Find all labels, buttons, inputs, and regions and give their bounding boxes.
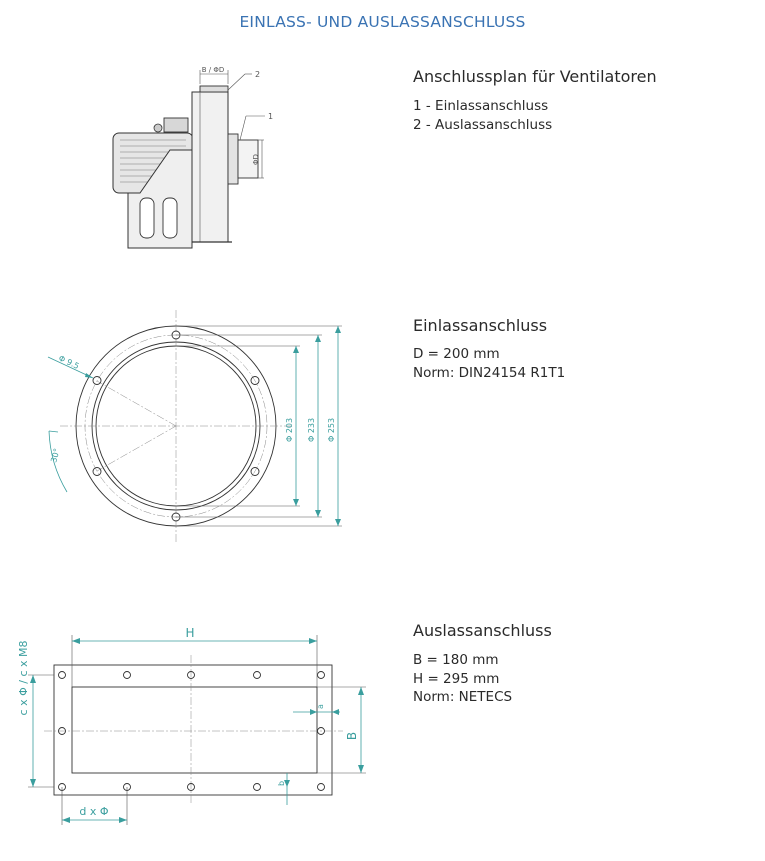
dimension-a-label: a [316, 704, 325, 709]
outlet-height: H = 295 mm [413, 671, 500, 687]
overview-item-2: 2 - Auslassanschluss [413, 117, 553, 133]
outlet-flange-opening [72, 687, 317, 773]
dimension-d203-label: Φ 203 [285, 417, 294, 442]
bolt-hole [254, 784, 261, 791]
overview-item-1: 1 - Einlassanschluss [413, 98, 549, 114]
bolt-hole [124, 672, 131, 679]
outlet-width: B = 180 mm [413, 652, 499, 668]
side-dimension-label: ΦD [252, 154, 260, 165]
bolt-hole [59, 672, 66, 679]
page-title: EINLASS- UND AUSLASSANSCHLUSS [239, 13, 526, 31]
angle-label: 30° [49, 447, 62, 464]
dimension-h-label: H [185, 626, 195, 640]
top-dimension-label: B / ΦD [201, 66, 225, 74]
bolt-hole [254, 672, 261, 679]
outlet-norm: Norm: NETECS [413, 689, 513, 705]
inlet-diameter: D = 200 mm [413, 346, 500, 362]
overview-heading: Anschlussplan für Ventilatoren [413, 67, 657, 86]
callout-2: 2 [255, 70, 261, 79]
dimension-b-label: B [345, 731, 359, 741]
dimension-bsmall-label: b [277, 780, 286, 786]
bolt-hole [318, 672, 325, 679]
dimension-d253-label: Φ 253 [327, 417, 336, 442]
callout-1: 1 [268, 112, 274, 121]
dimension-d-label: d x Φ [79, 805, 109, 818]
dimension-c-label: c x Φ / c x M8 [17, 640, 30, 716]
inlet-norm: Norm: DIN24154 R1T1 [413, 365, 566, 381]
hole-diameter-label: Φ 9.5 [57, 353, 81, 371]
outlet-heading: Auslassanschluss [413, 621, 552, 640]
dimension-d233-label: Φ 233 [307, 417, 316, 442]
outlet-flange-outer [54, 665, 332, 795]
bolt-hole [318, 784, 325, 791]
outlet-flange-drawing [0, 0, 380, 861]
inlet-heading: Einlassanschluss [413, 316, 548, 335]
